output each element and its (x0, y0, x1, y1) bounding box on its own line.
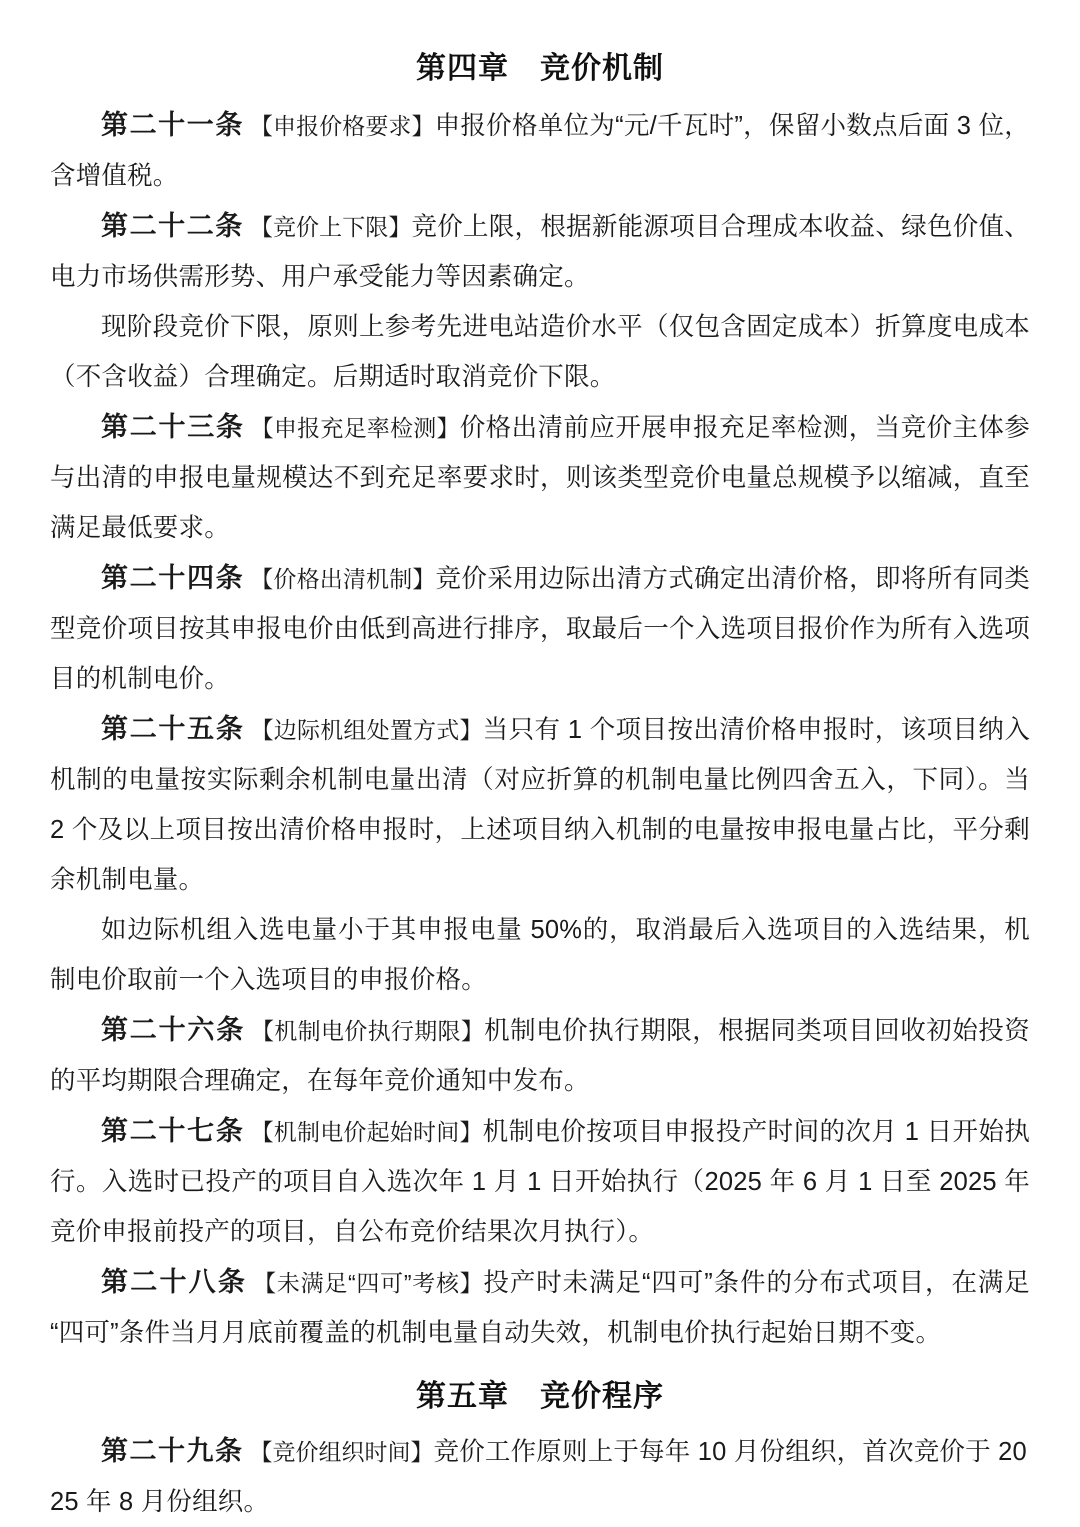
article-body: 如边际机组入选电量小于其申报电量 50%的，取消最后入选项目的入选结果，机制电价取前一个入选项目的申报价格。 (50, 916, 1030, 994)
article-number: 第二十六条 (101, 1015, 246, 1045)
article-paragraph (50, 402, 1030, 553)
chapter-heading-4: 第四章 竞价机制 (416, 52, 664, 85)
article-number: 第二十九条 (101, 1436, 244, 1466)
article-body: 机制电价执行期限，根据同类项目回收初始投资的平均期限合理确定，在每年竞价通知中发布。 (50, 1017, 1031, 1095)
article-number: 第二十七条 (101, 1116, 245, 1146)
article-body: 机制电价按项目申报投产时间的次月 1 日开始执行。入选时已投产的项目自入选次年 1 月 1 日开始执行（2025 年 6 月 1 日至 2025 年竞价申报前投产的项目，自公布竞价结果次月执行）。 (50, 1118, 1031, 1246)
article-title: 【竞价组织时间】 (249, 1439, 434, 1465)
article-body: 投产时未满足“四可”条件的分布式项目，在满足“四可”条件当月月底前覆盖的机制电量自动失效，机制电价执行起始日期不变。 (50, 1269, 1030, 1347)
article-paragraph (50, 201, 1030, 302)
article-continuation-paragraph (50, 905, 1030, 1005)
article-paragraph (50, 1106, 1030, 1257)
article-title: 【竞价上下限】 (249, 214, 412, 240)
article-title: 【未满足“四可”考核】 (253, 1270, 484, 1296)
page-text-body (50, 44, 1030, 1527)
article-title: 【申报充足率检测】 (250, 415, 460, 441)
article-number: 第二十二条 (101, 211, 244, 241)
article-paragraph (50, 100, 1030, 201)
article-body: 竞价上限，根据新能源项目合理成本收益、绿色价值、电力市场供需形势、用户承受能力等因素确定。 (50, 213, 1031, 291)
article-title: 【价格出清机制】 (250, 566, 436, 592)
article-paragraph (50, 1257, 1030, 1358)
article-number: 第二十三条 (101, 412, 245, 442)
article-title: 【机制电价执行期限】 (251, 1018, 485, 1044)
article-number: 第二十五条 (101, 714, 245, 744)
article-title: 【机制电价起始时间】 (250, 1119, 483, 1145)
article-paragraph (50, 1426, 1030, 1527)
article-number: 第二十八条 (101, 1267, 248, 1297)
chapter-heading-5: 第五章 竞价程序 (416, 1380, 664, 1413)
article-title: 【申报价格要求】 (249, 113, 435, 139)
article-continuation-paragraph (50, 302, 1030, 402)
article-body: 现阶段竞价下限，原则上参考先进电站造价水平（仅包含固定成本）折算度电成本（不含收益）合理确定。后期适时取消竞价下限。 (50, 313, 1030, 391)
article-body: 申报价格单位为“元/千瓦时”，保留小数点后面 3 位，含增值税。 (50, 112, 1031, 190)
article-title: 【边际机组处置方式】 (250, 717, 483, 743)
article-body: 竞价采用边际出清方式确定出清价格，即将所有同类型竞价项目按其申报电价由低到高进行排序，取最后一个入选项目报价作为所有入选项目的机制电价。 (50, 565, 1031, 693)
article-body: 价格出清前应开展申报充足率检测，当竞价主体参与出清的申报电量规模达不到充足率要求时，则该类型竞价电量总规模予以缩减，直至满足最低要求。 (50, 414, 1031, 542)
article-paragraph (50, 704, 1030, 905)
article-number: 第二十四条 (101, 563, 245, 593)
article-body: 竞价工作原则上于每年 10 月份组织，首次竞价于 2025 年 8 月份组织。 (50, 1438, 1027, 1516)
article-number: 第二十一条 (101, 110, 244, 140)
article-paragraph (50, 553, 1030, 704)
article-body: 当只有 1 个项目按出清价格申报时，该项目纳入机制的电量按实际剩余机制电量出清（对应折算的机制电量比例四舍五入，下同）。当 2 个及以上项目按出清价格申报时，上述项目纳入机制的电量按申报电量占比，平分剩余机制电量。 (50, 716, 1031, 894)
article-paragraph (50, 1005, 1030, 1106)
